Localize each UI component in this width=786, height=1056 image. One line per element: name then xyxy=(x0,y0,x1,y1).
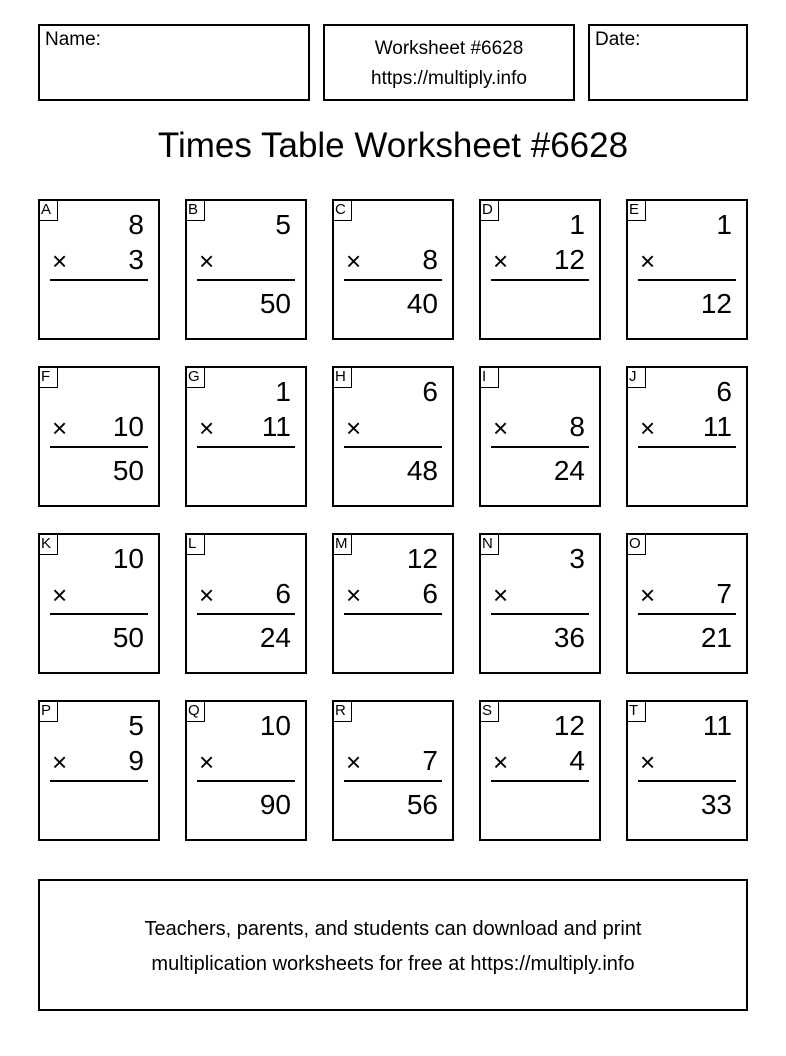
answer-line xyxy=(491,613,589,615)
problem-card[interactable] xyxy=(479,366,601,507)
problem-letter: E xyxy=(626,199,646,221)
problem-card[interactable] xyxy=(185,700,307,841)
worksheet-number: Worksheet #6628 xyxy=(374,38,524,59)
problem-card[interactable] xyxy=(479,700,601,841)
problem-letter: F xyxy=(38,366,58,388)
product[interactable]: 50 xyxy=(259,288,291,319)
problem-letter: K xyxy=(38,533,58,555)
times-sign: × xyxy=(640,580,656,610)
multiplier: 10 xyxy=(112,411,144,442)
problem-card[interactable] xyxy=(38,199,160,340)
problem-card[interactable] xyxy=(38,700,160,841)
times-sign: × xyxy=(640,413,656,443)
times-sign: × xyxy=(52,413,68,443)
times-sign: × xyxy=(52,246,68,276)
multiplicand: 3 xyxy=(569,543,585,574)
problem-letter: C xyxy=(332,199,352,221)
problem-card[interactable] xyxy=(38,533,160,674)
problem-card[interactable] xyxy=(479,533,601,674)
worksheet-id-box xyxy=(323,24,575,101)
problem-card[interactable] xyxy=(38,366,160,507)
footer-box xyxy=(38,879,748,1011)
problem-card[interactable] xyxy=(626,199,748,340)
product[interactable]: 36 xyxy=(553,622,585,653)
multiplicand: 5 xyxy=(275,209,291,240)
problem-card[interactable] xyxy=(332,533,454,674)
multiplier: 11 xyxy=(261,411,291,442)
multiplicand: 8 xyxy=(128,209,144,240)
problem-letter: T xyxy=(626,700,646,722)
product[interactable]: 40 xyxy=(406,288,438,319)
answer-line xyxy=(638,780,736,782)
problem-card[interactable] xyxy=(332,700,454,841)
times-sign: × xyxy=(493,246,509,276)
answer-line xyxy=(197,613,295,615)
multiplier: 11 xyxy=(702,411,732,442)
answer-line xyxy=(491,279,589,281)
product[interactable]: 12 xyxy=(700,288,732,319)
product[interactable]: 50 xyxy=(112,455,144,486)
multiplier: 12 xyxy=(553,244,585,275)
problem-card[interactable] xyxy=(626,366,748,507)
product[interactable]: 21 xyxy=(700,622,732,653)
multiplicand: 6 xyxy=(422,376,438,407)
times-sign: × xyxy=(640,747,656,777)
answer-line xyxy=(197,446,295,448)
worksheet-url: https://multiply.info xyxy=(371,68,527,89)
product[interactable]: 24 xyxy=(259,622,291,653)
footer-line-1: Teachers, parents, and students can download and print xyxy=(144,918,642,940)
multiplier: 6 xyxy=(275,578,291,609)
problem-card[interactable] xyxy=(332,199,454,340)
answer-line xyxy=(344,613,442,615)
name-box[interactable] xyxy=(38,24,310,101)
answer-line xyxy=(50,613,148,615)
times-sign: × xyxy=(640,246,656,276)
date-box[interactable] xyxy=(588,24,748,101)
multiplicand: 10 xyxy=(259,710,291,741)
multiplicand: 1 xyxy=(716,209,732,240)
answer-line xyxy=(197,279,295,281)
product[interactable]: 24 xyxy=(553,455,585,486)
date-label: Date: xyxy=(595,29,641,50)
problem-letter: D xyxy=(479,199,499,221)
answer-line xyxy=(50,446,148,448)
problem-letter: S xyxy=(479,700,499,722)
answer-line xyxy=(344,780,442,782)
times-sign: × xyxy=(199,747,215,777)
product[interactable]: 33 xyxy=(700,789,732,820)
problem-letter: A xyxy=(38,199,58,221)
answer-line xyxy=(491,780,589,782)
times-sign: × xyxy=(346,246,362,276)
product[interactable]: 56 xyxy=(406,789,438,820)
times-sign: × xyxy=(493,747,509,777)
times-sign: × xyxy=(52,580,68,610)
problem-letter: P xyxy=(38,700,58,722)
times-sign: × xyxy=(493,413,509,443)
problem-card[interactable] xyxy=(626,533,748,674)
multiplier: 8 xyxy=(422,244,438,275)
problem-letter: L xyxy=(185,533,205,555)
answer-line xyxy=(50,279,148,281)
problem-letter: R xyxy=(332,700,352,722)
times-sign: × xyxy=(52,747,68,777)
answer-line xyxy=(491,446,589,448)
product[interactable]: 48 xyxy=(406,455,438,486)
multiplicand: 12 xyxy=(406,543,438,574)
problem-letter: O xyxy=(626,533,646,555)
answer-line xyxy=(638,279,736,281)
times-sign: × xyxy=(346,413,362,443)
multiplicand: 1 xyxy=(275,376,291,407)
times-sign: × xyxy=(199,246,215,276)
times-sign: × xyxy=(199,580,215,610)
problem-card[interactable] xyxy=(479,199,601,340)
answer-line xyxy=(638,613,736,615)
problem-letter: I xyxy=(479,366,499,388)
problem-letter: N xyxy=(479,533,499,555)
multiplier: 7 xyxy=(716,578,732,609)
footer-line-2: multiplication worksheets for free at https://multiply.info xyxy=(151,953,635,975)
times-sign: × xyxy=(493,580,509,610)
name-label: Name: xyxy=(45,29,101,50)
multiplicand: 11 xyxy=(702,710,732,741)
multiplier: 6 xyxy=(422,578,438,609)
answer-line xyxy=(50,780,148,782)
problem-letter: G xyxy=(185,366,205,388)
product[interactable]: 90 xyxy=(259,789,291,820)
multiplicand: 6 xyxy=(716,376,732,407)
problem-letter: B xyxy=(185,199,205,221)
problem-card[interactable] xyxy=(626,700,748,841)
multiplicand: 5 xyxy=(128,710,144,741)
multiplier: 9 xyxy=(128,745,144,776)
answer-line xyxy=(638,446,736,448)
times-sign: × xyxy=(346,580,362,610)
multiplier: 3 xyxy=(128,244,144,275)
problem-letter: H xyxy=(332,366,352,388)
answer-line xyxy=(344,279,442,281)
multiplier: 4 xyxy=(569,745,585,776)
answer-line xyxy=(344,446,442,448)
product[interactable]: 50 xyxy=(112,622,144,653)
problem-card[interactable] xyxy=(185,199,307,340)
multiplicand: 12 xyxy=(553,710,585,741)
page-title: Times Table Worksheet #6628 xyxy=(157,126,629,165)
multiplicand: 10 xyxy=(112,543,144,574)
times-sign: × xyxy=(199,413,215,443)
problem-letter: M xyxy=(332,533,352,555)
multiplier: 7 xyxy=(422,745,438,776)
problem-card[interactable] xyxy=(185,366,307,507)
problem-letter: Q xyxy=(185,700,205,722)
multiplicand: 1 xyxy=(569,209,585,240)
problem-card[interactable] xyxy=(332,366,454,507)
problem-card[interactable] xyxy=(185,533,307,674)
problem-letter: J xyxy=(626,366,646,388)
answer-line xyxy=(197,780,295,782)
multiplier: 8 xyxy=(569,411,585,442)
times-sign: × xyxy=(346,747,362,777)
